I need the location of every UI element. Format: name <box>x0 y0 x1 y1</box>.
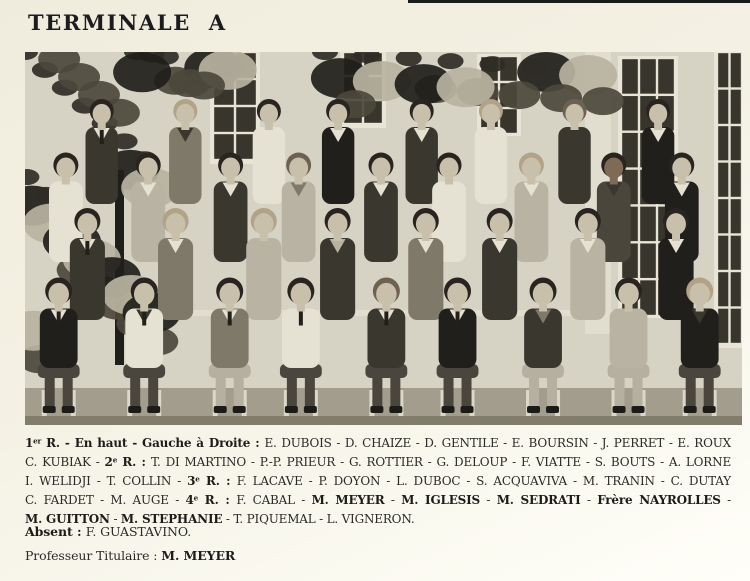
caption-line-2: C. KUBIAK - 2e R. : T. DI MARTINO - P.-P. PRIEUR - G. ROTTIER - G. DELOUP - F. VIATTE - S. BOUTS - A. LORNE <box>25 455 732 469</box>
page-title: TERMINALE A <box>28 10 227 35</box>
absent-line: Absent : F. GUASTAVINO. <box>25 524 192 539</box>
caption-line-3: I. WELIDJI - T. COLLIN - 3e R. : F. LACAVE - P. DOYON - L. DUBOC - S. ACQUAVIVA - M. TRANIN - C. DUTAY <box>25 474 732 488</box>
class-photo-illustration <box>25 52 742 425</box>
class-photo <box>25 52 742 425</box>
caption-line-4: C. FARDET - M. AUGE - 4e R. : F. CABAL - M. MEYER - M. IGLESIS - M. SEDRATI - Frère NAYROLLES - <box>25 493 732 507</box>
caption-line-5: M. GUITTON - M. STEPHANIE - T. PIQUEMAL - L. VIGNERON. <box>25 512 415 526</box>
scan-edge-artifact <box>408 0 750 3</box>
photo-caption <box>25 434 731 529</box>
teacher-line: Professeur Titulaire : M. MEYER <box>25 548 236 563</box>
caption-line-1: 1er R. - En haut - Gauche à Droite : E. DUBOIS - D. CHAIZE - D. GENTILE - E. BOURSIN - J. PERRET - E. ROUX <box>25 436 731 450</box>
